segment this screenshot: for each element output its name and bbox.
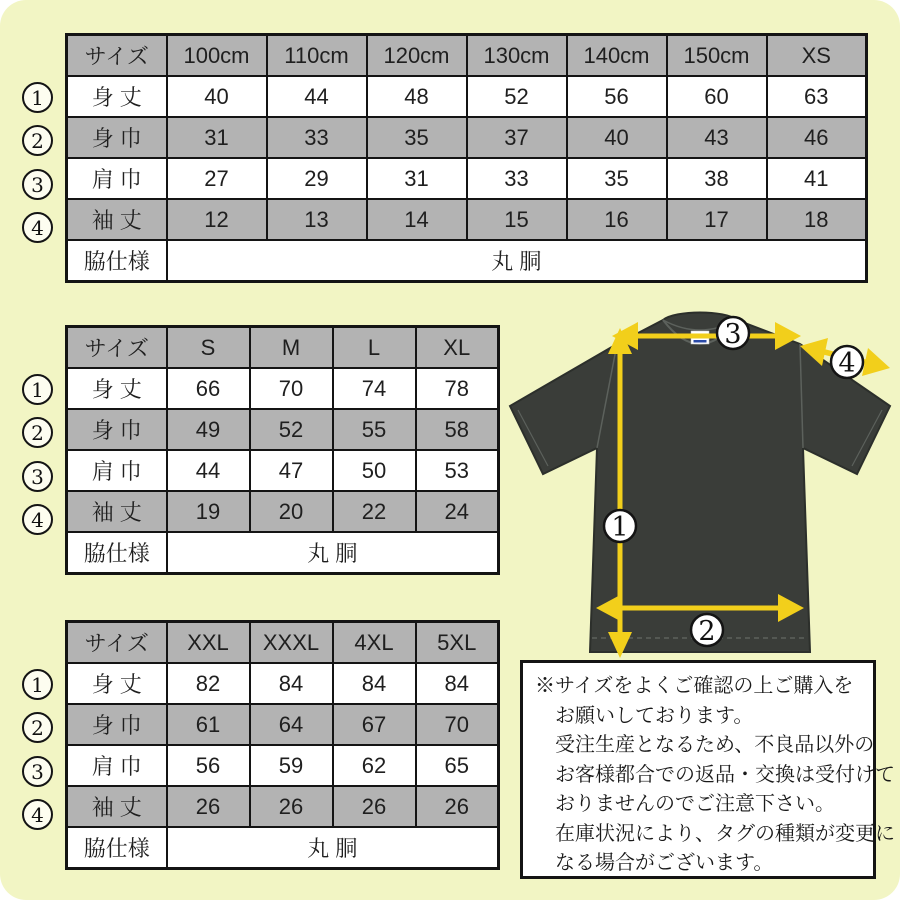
row-marker: 2	[22, 417, 53, 448]
header-cell: 100cm	[167, 35, 267, 77]
table-header-row	[67, 622, 499, 664]
value-cell: 74	[333, 368, 416, 409]
value-cell: 35	[567, 158, 667, 199]
table-row	[67, 491, 499, 532]
header-cell: 110cm	[267, 35, 367, 77]
header-cell: M	[250, 327, 333, 369]
row-label-cell: 身 巾	[67, 117, 167, 158]
header-cell: サイズ	[67, 622, 167, 664]
value-cell: 26	[416, 786, 499, 827]
width-marker	[691, 614, 723, 647]
value-cell: 31	[167, 117, 267, 158]
note-line: なる場合がございます。	[555, 852, 774, 874]
value-cell: 26	[250, 786, 333, 827]
value-cell: 41	[767, 158, 867, 199]
value-cell: 27	[167, 158, 267, 199]
header-cell: 120cm	[367, 35, 467, 77]
value-cell: 84	[416, 663, 499, 704]
value-cell: 19	[167, 491, 250, 532]
header-cell: XL	[416, 327, 499, 369]
table-row	[67, 663, 499, 704]
header-cell: XS	[767, 35, 867, 77]
row-marker: 2	[22, 125, 53, 156]
value-cell: 84	[333, 663, 416, 704]
value-cell: 52	[467, 76, 567, 117]
value-cell: 53	[416, 450, 499, 491]
shoulder-marker	[717, 317, 749, 350]
row-marker: 1	[22, 374, 53, 405]
purchase-note	[520, 660, 895, 879]
value-cell: 78	[416, 368, 499, 409]
header-cell: XXXL	[250, 622, 333, 664]
row-marker: 2	[22, 712, 53, 743]
value-cell: 48	[367, 76, 467, 117]
row-label-cell: 身 巾	[67, 704, 167, 745]
svg-text:3: 3	[724, 319, 742, 350]
value-cell: 44	[267, 76, 367, 117]
table-row	[67, 450, 499, 491]
value-cell: 22	[333, 491, 416, 532]
value-cell: 44	[167, 450, 250, 491]
row-label-cell: 身 丈	[67, 663, 167, 704]
svg-text:4: 4	[838, 348, 856, 379]
value-cell: 47	[250, 450, 333, 491]
value-cell: 66	[167, 368, 250, 409]
spec-row	[67, 532, 499, 574]
size-table-big	[65, 620, 500, 870]
value-cell: 59	[250, 745, 333, 786]
spec-value-cell: 丸 胴	[167, 240, 867, 282]
table-row	[67, 158, 867, 199]
value-cell: 67	[333, 704, 416, 745]
table-row	[67, 368, 499, 409]
spec-value-cell: 丸 胴	[167, 827, 499, 869]
row-label-cell: 身 巾	[67, 409, 167, 450]
value-cell: 43	[667, 117, 767, 158]
value-cell: 70	[416, 704, 499, 745]
row-label-cell: 袖 丈	[67, 786, 167, 827]
table-row	[67, 786, 499, 827]
note-line: おりませんのでご注意下さい。	[555, 793, 835, 815]
value-cell: 38	[667, 158, 767, 199]
row-label-cell: 肩 巾	[67, 158, 167, 199]
spec-label-cell: 脇仕様	[67, 827, 167, 869]
row-label-cell: 肩 巾	[67, 745, 167, 786]
row-marker: 1	[22, 669, 53, 700]
row-marker: 4	[22, 504, 53, 535]
row-marker: 4	[22, 212, 53, 243]
value-cell: 12	[167, 199, 267, 240]
value-cell: 18	[767, 199, 867, 240]
value-cell: 13	[267, 199, 367, 240]
length-marker	[604, 510, 636, 543]
row-label-cell: 身 丈	[67, 76, 167, 117]
value-cell: 24	[416, 491, 499, 532]
value-cell: 26	[333, 786, 416, 827]
spec-row	[67, 240, 867, 282]
spec-label-cell: 脇仕様	[67, 240, 167, 282]
value-cell: 49	[167, 409, 250, 450]
value-cell: 61	[167, 704, 250, 745]
size-table-adult	[65, 325, 500, 575]
row-marker: 3	[22, 169, 53, 200]
tshirt-diagram	[500, 306, 900, 662]
header-cell: L	[333, 327, 416, 369]
spec-row	[67, 827, 499, 869]
row-label-cell: 肩 巾	[67, 450, 167, 491]
header-cell: 4XL	[333, 622, 416, 664]
value-cell: 70	[250, 368, 333, 409]
value-cell: 63	[767, 76, 867, 117]
value-cell: 58	[416, 409, 499, 450]
value-cell: 46	[767, 117, 867, 158]
header-cell: 140cm	[567, 35, 667, 77]
size-table-kids	[65, 33, 868, 283]
value-cell: 56	[567, 76, 667, 117]
value-cell: 37	[467, 117, 567, 158]
spec-value-cell: 丸 胴	[167, 532, 499, 574]
table-row	[67, 745, 499, 786]
value-cell: 55	[333, 409, 416, 450]
value-cell: 82	[167, 663, 250, 704]
value-cell: 40	[167, 76, 267, 117]
value-cell: 26	[167, 786, 250, 827]
value-cell: 29	[267, 158, 367, 199]
table-row	[67, 409, 499, 450]
header-cell: XXL	[167, 622, 250, 664]
note-line: 在庫状況により、タグの種類が変更に	[555, 822, 895, 845]
value-cell: 33	[467, 158, 567, 199]
header-cell: 150cm	[667, 35, 767, 77]
note-line: お願いしております。	[555, 704, 754, 727]
value-cell: 20	[250, 491, 333, 532]
note-line: 受注生産となるため、不良品以外の	[555, 734, 875, 756]
table-row	[67, 117, 867, 158]
header-cell: S	[167, 327, 250, 369]
table-header-row	[67, 327, 499, 369]
row-marker: 1	[22, 82, 53, 113]
value-cell: 52	[250, 409, 333, 450]
spec-label-cell: 脇仕様	[67, 532, 167, 574]
header-cell: サイズ	[67, 35, 167, 77]
value-cell: 64	[250, 704, 333, 745]
value-cell: 31	[367, 158, 467, 199]
value-cell: 65	[416, 745, 499, 786]
value-cell: 50	[333, 450, 416, 491]
value-cell: 60	[667, 76, 767, 117]
sleeve-marker	[831, 346, 863, 379]
row-label-cell: 身 丈	[67, 368, 167, 409]
value-cell: 15	[467, 199, 567, 240]
table-header-row	[67, 35, 867, 77]
table-row	[67, 704, 499, 745]
value-cell: 40	[567, 117, 667, 158]
row-marker: 3	[22, 461, 53, 492]
value-cell: 62	[333, 745, 416, 786]
row-label-cell: 袖 丈	[67, 491, 167, 532]
svg-text:2: 2	[698, 616, 716, 647]
value-cell: 33	[267, 117, 367, 158]
note-line: お客様都合での返品・交換は受付けて	[555, 763, 895, 786]
row-label-cell: 袖 丈	[67, 199, 167, 240]
table-row	[67, 76, 867, 117]
row-marker: 4	[22, 799, 53, 830]
value-cell: 14	[367, 199, 467, 240]
header-cell: 5XL	[416, 622, 499, 664]
value-cell: 17	[667, 199, 767, 240]
svg-text:1: 1	[611, 512, 629, 543]
table-row	[67, 199, 867, 240]
value-cell: 16	[567, 199, 667, 240]
value-cell: 35	[367, 117, 467, 158]
note-line: ※サイズをよくご確認の上ご購入を	[535, 675, 854, 697]
row-marker: 3	[22, 756, 53, 787]
header-cell: 130cm	[467, 35, 567, 77]
header-cell: サイズ	[67, 327, 167, 369]
value-cell: 56	[167, 745, 250, 786]
value-cell: 84	[250, 663, 333, 704]
